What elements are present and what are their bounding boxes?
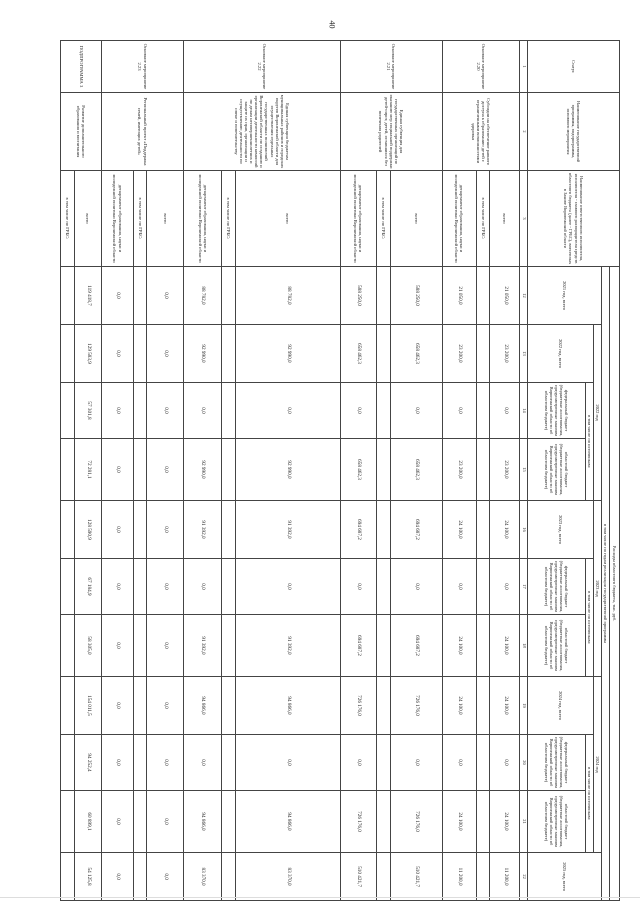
column-number-row — [520, 41, 528, 901]
value-cell: 0,0 — [147, 439, 183, 501]
column-number: 20 — [520, 735, 528, 791]
value-cell — [222, 615, 236, 677]
value-cell: 128 590,9 — [74, 501, 101, 559]
column-number: 17 — [520, 559, 528, 615]
value-cell: 0,0 — [102, 791, 134, 853]
row-executor-label: всего — [236, 171, 341, 267]
value-cell — [61, 735, 75, 791]
value-cell: 24 100,0 — [442, 501, 476, 559]
value-cell: 726 176,0 — [340, 791, 376, 853]
value-cell — [376, 615, 390, 677]
table-row — [442, 41, 476, 901]
row-executor-label: в том числе по ГРБС: — [476, 171, 490, 267]
value-cell: 0,0 — [390, 735, 442, 791]
value-cell — [376, 791, 390, 853]
value-cell: 21 050,0 — [490, 267, 520, 325]
column-number: 15 — [520, 439, 528, 501]
table-row — [376, 41, 390, 901]
value-cell: 0,0 — [102, 267, 134, 325]
value-cell: 658 462,3 — [390, 325, 442, 383]
value-cell: 119 418,7 — [74, 267, 101, 325]
row-status: Основное мероприятие 2.22 — [183, 41, 340, 93]
value-cell: 91 392,0 — [236, 501, 341, 559]
value-cell — [133, 791, 147, 853]
value-cell: 91 392,0 — [183, 615, 222, 677]
table-row — [476, 41, 490, 901]
value-cell: 0,0 — [340, 383, 376, 439]
value-cell: 0,0 — [147, 791, 183, 853]
row-program-name: Единая субвенция для государственных организаций по оказанию мер социальной поддержки детей-сирот, детей, оставшихся без попечения родителей — [340, 93, 442, 171]
value-cell — [476, 501, 490, 559]
value-cell: 23 200,0 — [442, 325, 476, 383]
value-cell: 658 462,3 — [340, 439, 376, 501]
table-row — [102, 41, 134, 901]
value-cell — [61, 791, 75, 853]
header-total-2024: 2024 год, всего — [528, 677, 594, 735]
value-cell: 0,0 — [102, 735, 134, 791]
value-cell: 24 100,0 — [490, 615, 520, 677]
row-program-name: Региональный проект «Поддержка семей, имеющих детей» — [102, 93, 184, 171]
value-cell — [476, 677, 490, 735]
value-cell — [376, 501, 390, 559]
header-federal-2023: федеральный бюджет (бюджетные ассигнования, предусмотренные законом Воронежской области об областном бюджете) — [528, 559, 586, 615]
value-cell: 694 687,2 — [390, 501, 442, 559]
value-cell: 23 200,0 — [442, 439, 476, 501]
row-status: ПОДПРОГРАММА 3 — [61, 41, 102, 93]
value-cell: 58 305,0 — [74, 615, 101, 677]
value-cell: 60 899,1 — [74, 791, 101, 853]
column-number: 12 — [520, 267, 528, 325]
value-cell: 92 990,0 — [183, 325, 222, 383]
value-cell — [376, 383, 390, 439]
value-cell: 0,0 — [147, 615, 183, 677]
table-row — [490, 41, 520, 901]
value-cell: 11 200,0 — [490, 853, 520, 901]
row-executor-label: в том числе по ГРБС: — [376, 171, 390, 267]
column-number: 16 — [520, 501, 528, 559]
value-cell: 94 252,4 — [74, 735, 101, 791]
header-expenses-title: Расходы областного бюджета, тыс. руб. — [610, 267, 620, 901]
value-cell: 83 370,0 — [183, 853, 222, 901]
value-cell: 24 100,0 — [442, 677, 476, 735]
value-cell — [133, 677, 147, 735]
value-cell: 67 184,9 — [74, 559, 101, 615]
value-cell: 24 100,0 — [490, 791, 520, 853]
value-cell — [222, 383, 236, 439]
value-cell — [222, 735, 236, 791]
value-cell: 0,0 — [102, 501, 134, 559]
value-cell: 0,0 — [490, 383, 520, 439]
value-cell: 24 100,0 — [490, 677, 520, 735]
value-cell: 94 866,0 — [236, 677, 341, 735]
value-cell — [376, 559, 390, 615]
row-status: Основное мероприятие 2.23 — [102, 41, 184, 93]
row-status: Основное мероприятие 2.20 — [442, 41, 519, 93]
value-cell: 0,0 — [340, 559, 376, 615]
value-cell: 694 687,2 — [340, 615, 376, 677]
value-cell: 510 421,7 — [340, 853, 376, 901]
budget-table — [60, 40, 620, 901]
value-cell — [476, 267, 490, 325]
table-row — [340, 41, 376, 901]
column-number: 21 — [520, 791, 528, 853]
column-number: 18 — [520, 615, 528, 677]
value-cell — [476, 853, 490, 901]
table-row — [390, 41, 442, 901]
value-cell: 129 583,9 — [74, 325, 101, 383]
value-cell: 23 200,0 — [490, 439, 520, 501]
value-cell: 0,0 — [490, 735, 520, 791]
row-executor-label: всего — [490, 171, 520, 267]
value-cell: 0,0 — [236, 383, 341, 439]
column-number: 13 — [520, 325, 528, 383]
value-cell — [61, 439, 75, 501]
value-cell: 91 392,0 — [183, 501, 222, 559]
value-cell: 88 782,0 — [183, 267, 222, 325]
value-cell: 24 100,0 — [490, 501, 520, 559]
value-cell — [222, 439, 236, 501]
value-cell: 94 866,0 — [236, 791, 341, 853]
value-cell: 92 990,0 — [183, 439, 222, 501]
column-number: 1 — [520, 41, 528, 93]
header-regional-2024: областной бюджет (бюджетные ассигнования, предусмотренные законом Воронежской области об областном бюджете) — [528, 791, 586, 853]
value-cell: 0,0 — [147, 501, 183, 559]
value-cell: 0,0 — [102, 615, 134, 677]
value-cell — [222, 559, 236, 615]
row-executor-label: всего — [147, 171, 183, 267]
header-total-2025: 2025 год, всего — [528, 853, 602, 901]
value-cell: 0,0 — [102, 325, 134, 383]
header-year-2022: 2022 год — [594, 325, 602, 501]
value-cell: 0,0 — [102, 853, 134, 901]
value-cell: 72 281,1 — [74, 439, 101, 501]
value-cell — [222, 267, 236, 325]
row-executor-label: в том числе по ГРБС: — [133, 171, 147, 267]
value-cell: 83 370,0 — [236, 853, 341, 901]
value-cell — [61, 853, 75, 901]
value-cell: 54 125,8 — [74, 853, 101, 901]
header-incl-by-years: в том числе по годам реализации государственной программы — [602, 267, 610, 901]
value-cell: 0,0 — [147, 559, 183, 615]
header-regional-2023: областной бюджет (бюджетные ассигнования, предусмотренные законом Воронежской области об областном бюджете) — [528, 615, 586, 677]
row-executor-label: в том числе по ГРБС: — [222, 171, 236, 267]
value-cell: 0,0 — [236, 735, 341, 791]
header-incl-2024: в том числе по источникам: — [586, 735, 594, 853]
header-executor: Наименование ответственного исполнителя, исполнителя - главного распорядителя средств областного бюджета (далее - ГРБС), внесенных в Законе Воронежской области — [528, 171, 620, 267]
value-cell: 726 176,0 — [390, 791, 442, 853]
value-cell — [222, 853, 236, 901]
value-cell: 510 421,7 — [390, 853, 442, 901]
column-number: 14 — [520, 383, 528, 439]
header-program-name: Наименование государственной программы, подпрограммы, основного мероприятия — [528, 93, 620, 171]
value-cell: 588 250,0 — [390, 267, 442, 325]
budget-table-sheet — [60, 40, 620, 900]
value-cell: 588 250,0 — [340, 267, 376, 325]
value-cell: 0,0 — [183, 559, 222, 615]
row-executor-label: департамент образования, науки и молодежной политики Воронежской области — [102, 171, 134, 267]
header-status: Статус — [528, 41, 620, 93]
value-cell — [222, 501, 236, 559]
page-number-text: 40 — [327, 20, 337, 28]
value-cell: 0,0 — [340, 735, 376, 791]
value-cell — [133, 853, 147, 901]
value-cell: 24 100,0 — [442, 791, 476, 853]
value-cell: 0,0 — [183, 383, 222, 439]
value-cell: 24 100,0 — [442, 615, 476, 677]
row-executor-label: департамент образования, науки и молодежной политики Воронежской области — [340, 171, 376, 267]
value-cell: 658 462,3 — [340, 325, 376, 383]
value-cell — [133, 383, 147, 439]
value-cell: 0,0 — [102, 559, 134, 615]
value-cell — [133, 267, 147, 325]
table-row — [133, 41, 147, 901]
row-executor-label: департамент образования, науки и молодежной политики Воронежской области — [442, 171, 476, 267]
header-year-2023: 2023 год — [594, 501, 602, 677]
value-cell — [133, 439, 147, 501]
header-federal-2024: федеральный бюджет (бюджетные ассигнования, предусмотренные законом Воронежской области об областном бюджете) — [528, 735, 586, 791]
value-cell: 0,0 — [442, 735, 476, 791]
row-program-name: Единая субвенция бюджетам муниципальных районов и городских округов Воронежской области для осуществления отдельных государственных полномочий Воронежской области по созданию и организации деятельности комиссий по делам несовершеннолетних и защите их прав, организации и осуществлению деятельности по опеке и попечительству — [183, 93, 340, 171]
value-cell: 0,0 — [490, 559, 520, 615]
column-number: 3 — [520, 171, 528, 267]
row-executor-label: всего — [74, 171, 101, 267]
column-number: 22 — [520, 853, 528, 901]
value-cell: 726 176,0 — [390, 677, 442, 735]
value-cell — [133, 325, 147, 383]
value-cell — [133, 735, 147, 791]
value-cell — [476, 559, 490, 615]
value-cell: 0,0 — [102, 383, 134, 439]
value-cell — [222, 325, 236, 383]
value-cell — [476, 791, 490, 853]
value-cell: 658 462,3 — [390, 439, 442, 501]
value-cell — [61, 501, 75, 559]
value-cell — [61, 383, 75, 439]
value-cell: 92 990,0 — [236, 439, 341, 501]
value-cell: 0,0 — [102, 677, 134, 735]
value-cell — [61, 267, 75, 325]
value-cell — [476, 383, 490, 439]
value-cell — [476, 735, 490, 791]
value-cell: 0,0 — [390, 383, 442, 439]
header-federal-2022: федеральный бюджет (бюджетные ассигнования, предусмотренные законом Воронежской области об областном бюджете) — [528, 383, 586, 439]
value-cell — [476, 325, 490, 383]
value-cell: 94 866,0 — [183, 677, 222, 735]
value-cell: 154 011,5 — [74, 677, 101, 735]
table-row — [183, 41, 222, 901]
table-row — [236, 41, 341, 901]
value-cell — [476, 439, 490, 501]
value-cell — [476, 615, 490, 677]
table-body — [61, 41, 520, 901]
value-cell — [222, 791, 236, 853]
value-cell: 694 687,2 — [340, 501, 376, 559]
value-cell: 0,0 — [147, 853, 183, 901]
value-cell: 0,0 — [147, 735, 183, 791]
value-cell — [376, 267, 390, 325]
value-cell: 88 782,0 — [236, 267, 341, 325]
value-cell: 0,0 — [147, 267, 183, 325]
value-cell: 0,0 — [236, 559, 341, 615]
value-cell: 726 176,0 — [340, 677, 376, 735]
value-cell: 0,0 — [442, 383, 476, 439]
column-number: 19 — [520, 677, 528, 735]
row-executor-label: всего — [390, 171, 442, 267]
table-row — [74, 41, 101, 901]
table-row — [147, 41, 183, 901]
value-cell — [376, 325, 390, 383]
value-cell: 694 687,2 — [390, 615, 442, 677]
value-cell — [61, 325, 75, 383]
value-cell: 91 392,0 — [236, 615, 341, 677]
value-cell: 0,0 — [147, 325, 183, 383]
value-cell: 0,0 — [442, 559, 476, 615]
header-total-2021: 2021 год, всего — [528, 267, 602, 325]
row-program-name: Субсидии на обеспечение равного доступа к образованию детей с ограниченными возможностями здоровья — [442, 93, 519, 171]
column-number: 2 — [520, 93, 528, 171]
value-cell — [376, 853, 390, 901]
value-cell: 0,0 — [183, 735, 222, 791]
value-cell — [222, 677, 236, 735]
table-row — [61, 41, 75, 901]
header-incl-2023: в том числе по источникам: — [586, 559, 594, 677]
value-cell: 0,0 — [102, 439, 134, 501]
value-cell — [376, 735, 390, 791]
value-cell — [61, 677, 75, 735]
value-cell: 0,0 — [390, 559, 442, 615]
value-cell: 57 301,8 — [74, 383, 101, 439]
header-regional-2022: областной бюджет (бюджетные ассигнования, предусмотренные законом Воронежской области об областном бюджете) — [528, 439, 586, 501]
table-row — [222, 41, 236, 901]
header-year-2024: 2024 год — [594, 677, 602, 853]
value-cell: 23 200,0 — [490, 325, 520, 383]
value-cell — [61, 615, 75, 677]
header-total-2023: 2023 год, всего — [528, 501, 594, 559]
row-program-name: Развитие дополнительного образования и воспитания — [61, 93, 102, 171]
value-cell — [133, 501, 147, 559]
header-incl-2022: в том числе по источникам: — [586, 383, 594, 501]
value-cell: 11 200,0 — [442, 853, 476, 901]
value-cell — [376, 439, 390, 501]
row-executor-label: в том числе по ГРБС: — [61, 171, 75, 267]
value-cell — [61, 559, 75, 615]
value-cell: 94 866,0 — [183, 791, 222, 853]
page-number — [312, 4, 352, 44]
value-cell: 0,0 — [147, 383, 183, 439]
row-executor-label: департамент образования, науки и молодежной политики Воронежской области — [183, 171, 222, 267]
value-cell: 92 990,0 — [236, 325, 341, 383]
value-cell — [133, 615, 147, 677]
value-cell — [133, 559, 147, 615]
value-cell: 0,0 — [147, 677, 183, 735]
row-status: Основное мероприятие 2.21 — [340, 41, 442, 93]
value-cell: 21 050,0 — [442, 267, 476, 325]
header-total-2022: 2022 год, всего — [528, 325, 594, 383]
value-cell — [376, 677, 390, 735]
